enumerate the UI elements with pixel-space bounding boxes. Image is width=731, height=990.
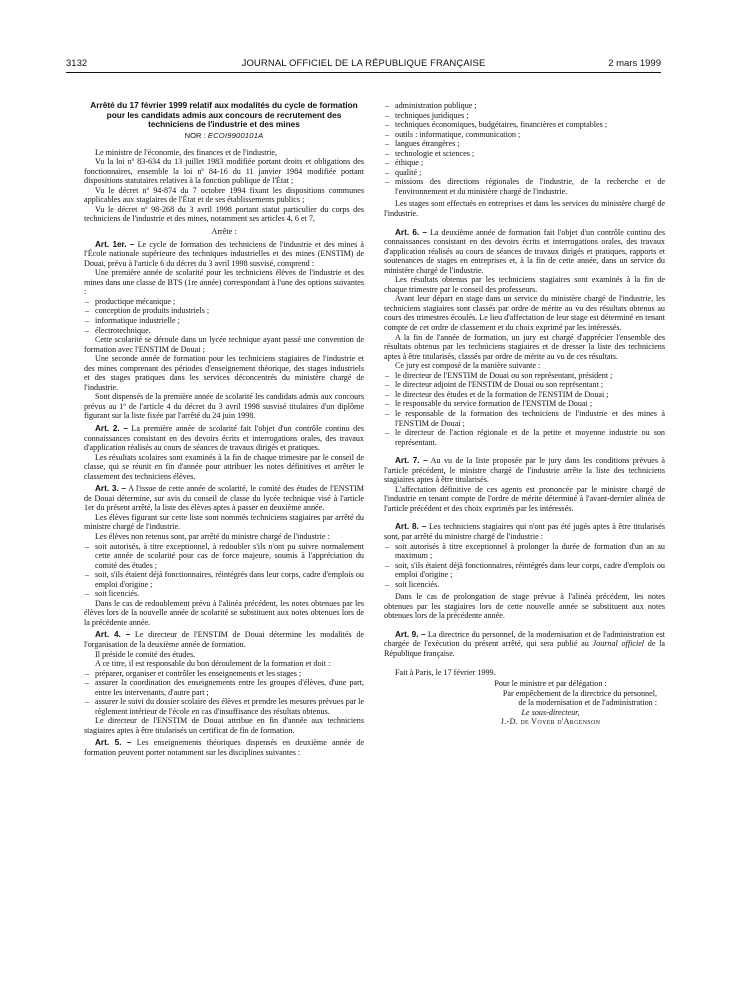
paragraph: Le ministre de l'économie, des finances et de l'industrie, [95, 147, 278, 157]
article-text: Les enseignements théoriques dispensés en deuxième année de formation peuvent porter notamment sur les disciplines suivantes : [84, 738, 364, 758]
list-item: – préparer, organiser et contrôler les enseignements et les stages ; [84, 669, 364, 679]
article-label: Art. 9. – [395, 629, 426, 639]
article-label: Art. 3. – [95, 484, 126, 494]
list-item: – conception de produits industriels ; [84, 306, 364, 316]
article-label: Art. 1er. – [95, 239, 135, 249]
article-text: Au vu de la liste proposée par le jury dans les conditions prévues à l'article précédent, le ministre chargé de l'industrie arrête la liste des techniciens stagiaires aptes à être titularisés. [384, 456, 665, 485]
list-item: – assurer la coordination des enseignements entre les groupes d'élèves, d'une part, entre les intervenants, d'autre part ; [84, 678, 364, 697]
paragraph: Cette scolarité se déroule dans un lycée technique ayant passé une convention de formation avec l'ENSTIM de Douai ; [84, 335, 364, 354]
list-item: – éthique ; [384, 158, 665, 168]
article-7 [384, 456, 665, 485]
signatory-title-text: Le sous-directeur, [521, 707, 580, 717]
list-item: – le directeur de l'ENSTIM de Douai ou son représentant, président ; [384, 371, 665, 381]
issue-date: 2 mars 1999 [608, 58, 661, 69]
list-item: – administration publique ; [384, 101, 665, 111]
jury-list [384, 371, 665, 447]
list-item: – techniques juridiques ; [384, 111, 665, 121]
list-item: – soit licenciés. [84, 589, 364, 599]
list-item: – technologie et sciences ; [384, 149, 665, 159]
nor-reference [84, 131, 364, 141]
paragraph: Dans le cas de redoublement prévu à l'alinéa précédent, les notes obtenues par les élèves lors de la nouvelle année de scolarité se substituent aux notes obtenues lors de la précédente année. [84, 598, 364, 627]
article-label: Art. 8. – [395, 522, 427, 532]
list-item: – assurer le suivi du dossier scolaire des élèves et prendre les mesures prévues par le règlement intérieur de l'école en cas d'insuffisance des résultats obtenus. [84, 697, 364, 716]
list-item: – outils : informatique, communication ; [384, 130, 665, 140]
article-text: Le directeur de l'ENSTIM de Douai détermine les modalités de l'organisation de la deuxième année de formation. [84, 630, 364, 649]
paragraph: Il préside le comité des études. [95, 649, 196, 659]
options-list [84, 297, 364, 335]
paragraph: Le directeur de l'ENSTIM de Douai attribue en fin d'année aux techniciens stagiaires aptes à être titularisés un certificat de fin de formation. [84, 716, 364, 735]
article-label: Art. 2. – [95, 423, 128, 433]
signatory-name: J.-D. de Voyer d'Argenson [500, 717, 601, 727]
article-4 [84, 630, 364, 649]
list-item: – le responsable de la formation des techniciens de l'industrie et des mines à l'ENSTIM de Douai ; [384, 409, 665, 428]
paragraph: Vu le décret nº 98-268 du 3 avril 1998 portant statut particulier du corps des techniciens de l'industrie et des mines, notamment ses articles 4, 6 et 7, [84, 204, 364, 224]
right-column [384, 101, 665, 727]
page-number: 3132 [66, 58, 88, 69]
article-6 [384, 228, 665, 276]
list-item: – techniques économiques, budgétaires, financières et comptables ; [384, 120, 665, 130]
list-item: – soit licenciés. [384, 580, 665, 590]
list-item: – qualité ; [384, 168, 665, 178]
signature-line: de la modernisation et de l'administration : [518, 698, 657, 708]
signatory-title [384, 708, 657, 718]
signature-block [384, 679, 665, 727]
decree-title: Arrêté du 17 février 1999 relatif aux modalités du cycle de formation pour les candidats admis aux concours de recrutement des techniciens de l'industrie et des mines [90, 100, 358, 130]
paragraph: Vu le décret nº 94-874 du 7 octobre 1994 fixant les dispositions communes applicables aux stagiaires de l'État et de ses établissements publics ; [84, 185, 364, 205]
article-label: Art. 7. – [395, 456, 428, 466]
paragraph: Les résultats obtenus par les techniciens stagiaires sont examinés à la fin de chaque trimestre par le conseil des professeurs. [384, 275, 665, 294]
paragraph: Une première année de scolarité pour les techniciens élèves de l'industrie et des mines dans une classe de BTS (1re année) correspondant à l'une des options suivantes : [84, 268, 364, 297]
unfit-list [384, 542, 665, 590]
article-text: de la République française. [384, 639, 665, 658]
list-item: – soit, s'ils étaient déjà fonctionnaires, réintégrés dans leur corps, cadre d'emplois ou emploi d'origine ; [84, 570, 364, 589]
journal-title: JOURNAL OFFICIEL DE LA RÉPUBLIQUE FRANÇAISE [241, 58, 486, 69]
article-text: Les techniciens stagiaires qui n'ont pas été jugés aptes à être titularisés sont, par arrêté du ministre chargé de l'industrie : [384, 522, 665, 541]
article-8 [384, 522, 665, 541]
list-item: – le directeur adjoint de l'ENSTIM de Douai ou son représentant ; [384, 380, 665, 390]
article-text: A l'issue de cette année de scolarité, le comité des études de l'ENSTIM de Douai détermine, sur avis du conseil de classe du lycée technique visé à l'article 1er du présent arrêté, la liste des élèves aptes à passer en deuxième année. [84, 484, 364, 513]
list-item: – soit autorisés, à titre exceptionnel, à redoubler s'ils n'ont pu suivre normalement cette année de scolarité pour cas de force majeure, soumis à l'appréciation du comité des études ; [84, 542, 364, 571]
nor-label: NOR : [184, 131, 208, 141]
list-item: – le directeur de l'action régionale et de la petite et moyenne industrie ou son représentant. [384, 428, 665, 447]
list-item: – missions des directions régionales de l'industrie, de la recherche et de l'environnement et du ministère chargé de l'industrie. [384, 177, 665, 196]
article-text: La directrice du personnel, de la modernisation et de l'administration est chargée de l'exécution du présent arrêté, qui sera publié au [384, 629, 665, 649]
journal-name: Journal officiel [592, 639, 645, 649]
article-3 [84, 484, 364, 513]
list-item: – le responsable du service formation de l'ENSTIM de Douai ; [384, 399, 665, 409]
paragraph: Les résultats scolaires sont examinés à la fin de chaque trimestre par le conseil de classe, qui se réunit en fin d'année pour attribuer les notes définitives et arrêter le classement des techniciens élèves. [84, 452, 364, 481]
paragraph: Les élèves non retenus sont, par arrêté du ministre chargé de l'industrie : [95, 531, 330, 541]
page-header [66, 58, 661, 72]
article-text: Le cycle de formation des techniciens de l'industrie et des mines à l'École nationale supérieure des techniques industrielles et des mines (ENSTIM) de Douai, prévu à l'article 6 du décret du 3 avril 1998 susvisé, comprend : [84, 239, 365, 268]
list-item: – soit autorisés à titre exceptionnel à prolonger la durée de formation d'un an au maximum ; [384, 542, 665, 561]
list-item: – soit, s'ils étaient déjà fonctionnaires, réintégrés dans leur corps, cadre d'emplois ou emploi d'origine ; [384, 561, 665, 580]
paragraph: Ce jury est composé de la manière suivante : [395, 361, 541, 371]
article-5 [84, 738, 364, 757]
article-label: Art. 5. – [95, 738, 132, 748]
paragraph: Vu la loi nº 83-634 du 13 juillet 1983 modifiée portant droits et obligations des fonctionnaires, ensemble la loi nº 84-16 du 11 janvier 1984 modifiée portant dispositions statutaires relatives à la fonction publique de l'État ; [84, 157, 364, 186]
paragraph: L'affectation définitive de ces agents est prononcée par le ministre chargé de l'industrie en tenant compte de l'ordre de mérite déterminé à l'avant-dernier alinéa de l'article précédent et des choix exprimés par les intéressés. [384, 484, 665, 513]
list-item: – électrotechnique. [84, 326, 364, 336]
article-text: La première année de scolarité fait l'objet d'un contrôle continu des connaissances consistant en des devoirs écrits et interrogations orales, des travaux d'application réalisés au cours de séances de travaux dirigés et pratiques. [84, 423, 364, 453]
paragraph: A ce titre, il est responsable du bon déroulement de la formation et doit : [95, 659, 331, 669]
disciplines-list [384, 101, 665, 196]
paragraph: Dans le cas de prolongation de stage prévue à l'alinéa précédent, les notes obtenues par les stagiaires lors de cette nouvelle année se substituent aux notes obtenues lors de la précédente année. [384, 592, 665, 621]
article-9 [384, 630, 665, 659]
paragraph: Avant leur départ en stage dans un service du ministère chargé de l'industrie, les techniciens stagiaires sont classés par ordre de mérite au vu des résultats obtenus au cours des trimestres écoulés. Le lieu d'affectation de leur stage est déterminé en tenant compte de cet ordre de classement et du choix exprimé par les intéressés. [384, 294, 665, 333]
header-rule [66, 72, 661, 73]
list-item: – le directeur des études et de la formation de l'ENSTIM de Douai ; [384, 390, 665, 400]
list-item: – langues étrangères ; [384, 139, 665, 149]
article-label: Art. 6. – [395, 227, 427, 237]
signature-line: Pour le ministre et par délégation : [494, 679, 607, 689]
non-retained-list [84, 542, 364, 599]
nor-code: ECOI9900101A [207, 131, 264, 141]
signature-line: Par empêchement de la directrice du personnel, [502, 688, 657, 698]
article-text: La deuxième année de formation fait l'objet d'un contrôle continu des connaissances consistant en des devoirs écrits et interrogations orales, des travaux d'application réalisés au cours de séances de travaux dirigés et pratiques, rapports et soutenances de stages en entreprises et, à la fin de cette année, dans un service du ministère chargé de l'industrie. [384, 227, 665, 275]
done-at: Fait à Paris, le 17 février 1999. [395, 667, 496, 677]
paragraph: Une seconde année de formation pour les techniciens stagiaires de l'industrie et des mines comprenant des périodes d'enseignement théorique, des stages industriels et des stages pratiques dans les services déconcentrés du ministère chargé de l'industrie. [84, 354, 364, 392]
list-item: – informatique industrielle ; [84, 316, 364, 326]
article-2 [84, 424, 364, 453]
list-item: – productique mécanique ; [84, 297, 364, 307]
article-label: Art. 4. – [95, 630, 131, 640]
duties-list [84, 669, 364, 717]
left-column [84, 101, 364, 758]
article-1 [84, 240, 364, 269]
paragraph: Les stages sont effectués en entreprises et dans les services du ministère chargé de l'industrie. [384, 199, 665, 219]
arrete-heading: Arrête : [211, 227, 237, 237]
paragraph: Les élèves figurant sur cette liste sont nommés techniciens stagiaires par arrêté du ministre chargé de l'industrie. [84, 512, 364, 532]
paragraph: Sont dispensés de la première année de scolarité les candidats admis aux concours prévus au 1º de l'article 4 du décret du 3 avril 1998 susvisé titulaires d'un diplôme figurant sur la liste fixée par l'arrêté du 24 juin 1998. [84, 392, 364, 421]
paragraph: A la fin de l'année de formation, un jury est chargé d'apprécier l'ensemble des résultats obtenus par les techniciens stagiaires et de dresser la liste des techniciens aptes à être titularisés, classés par ordre de mérite au vu de ces résultats. [384, 332, 665, 361]
